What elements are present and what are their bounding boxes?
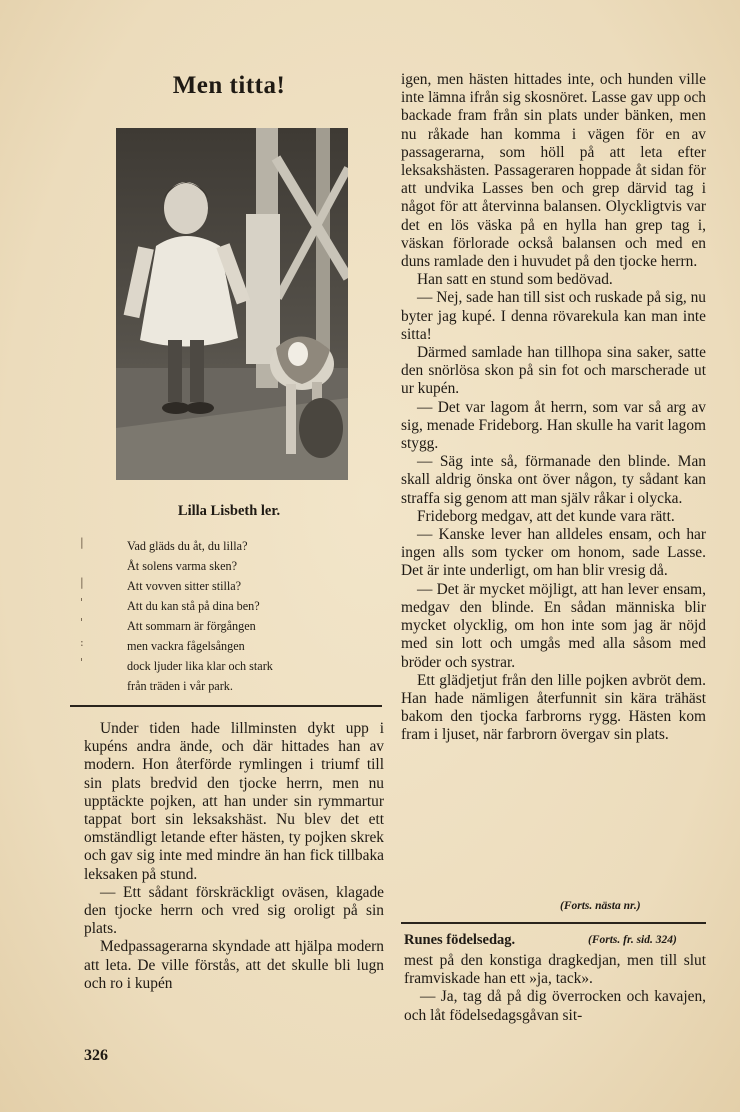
paragraph: — Det var lagom åt herrn, som var så arg av sig, menade Frideborg. Han skulle ha varit lagom stygg. [401,398,706,453]
continued-note: (Forts. nästa nr.) [560,900,641,912]
paragraph: Han satt en stund som bedövad. [417,271,613,289]
photo-girl-with-dog [116,128,348,480]
poem-line: Vad gläds du åt, du lilla? [127,539,248,553]
section-divider [401,922,706,924]
paragraph: Därmed samlade han tillhopa sina saker, satte den snörlösa skon på sin fot och marscherade ut ur kupén. [401,344,706,398]
paragraph: — Nej, sade han till sist och ruskade på sig, nu byter jag kupé. I denna rövarekula kan man inte sitta! [401,289,706,343]
paragraph: Medpassagerarna skyndade att hjälpa modern att leta. De ville förstås, att det skulle bli lugn och ro i kupén [84,938,384,992]
poem [127,536,367,696]
poem-line: Att du kan stå på dina ben? [127,599,260,613]
margin-mark: ' [80,616,84,629]
page-title: Men titta! [172,72,286,99]
paragraph: — Kanske lever han alldeles ensam, och har ingen alls som tycker om honom, sade Lasse. Det är inte underligt, om han blir vresig då. [401,526,706,580]
poem-line: från träden i vår park. [127,679,233,693]
poem-line: men vackra fågelsången [127,639,245,653]
photo-illustration [116,128,348,480]
poem-line: Att vovven sitter stilla? [127,579,242,593]
section-divider [70,705,382,707]
margin-mark: ' [80,596,84,609]
story-left-column [84,720,384,993]
margin-mark [80,676,90,696]
story-right-column [401,71,706,745]
paragraph: — Ett sådant förskräckligt oväsen, klagade den tjocke herrn och vred sig oroligt på sin plats. [84,883,384,938]
poem-line: Åt solens varma sken? [127,559,237,573]
paragraph: igen, men hästen hittades inte, och hunden ville inte lämna ifrån sig skosnöret. Lasse gav upp och backade fram från sin plats under bänken, men nu råkade han komma i vägen för en av passagerarna, som höll på att leta efter leksakshästen. Passageraren hoppade åt sidan för att undvika Lasses ben och grep därvid tag i något för att återvinna balansen. Olyckligtvis var det en lös väska på en hylla han grep tag i, väskan förlorade också balansen och med en duns ramlade den i huvudet på den tjocke herrn. [401,71,706,271]
runes-text [404,952,706,1025]
poem-line: dock ljuder lika klar och stark [127,659,273,673]
margin-mark: | [80,536,84,549]
paragraph: — Säg inte så, förmanade den blinde. Man skall aldrig önska ont över någon, ty sådant kan straffa sig genom att man själv råkar i olycka. [401,453,706,507]
paragraph: Frideborg medgav, att det kunde vara rätt. [417,507,675,525]
margin-mark: : [80,636,84,649]
margin-mark: ' [80,656,84,669]
page-number: 326 [84,1047,108,1064]
poem-line: Att sommarn är förgången [127,619,256,633]
runes-continued-ref: (Forts. fr. sid. 324) [588,934,677,946]
paragraph: — Det är mycket möjligt, att han lever ensam, medgav den blinde. En sådan människa blir mycket olycklig, om hon inte som jag är nöjd med sin lott och umgås med alla såsom med bröder och systrar. [401,580,706,671]
photo-caption: Lilla Lisbeth ler. [177,503,281,519]
runes-heading: Runes födelsedag. [404,932,516,948]
margin-mark [80,556,90,576]
poem-margin-marks [80,536,90,696]
paragraph: mest på den konstiga dragkedjan, men till slut framviskade han ett »ja, tack». [404,952,706,988]
paragraph: — Ja, tag då på dig överrocken och kavajen, och låt födelsedagsgåvan sit- [404,988,706,1024]
paragraph: Under tiden hade lillminsten dykt upp i kupéns andra ände, och där hittades han av modern. Hon återförde rymlingen i triumf till sin plats bredvid den tjocke herrn, men nu upptäckte pojken, att han under sin rymmartur tappat bort sin leksakshäst. Nu blev det ett omständligt letande efter hästen, ty pojken skrek och gav sig inte med mindre än han fick tillbaka leksaken på stund. [84,720,384,883]
paragraph: Ett glädjetjut från den lille pojken avbröt dem. Han hade nämligen återfunnit sin kära trähäst bakom den tjocka farbrorns rygg. Hästen kom fram i ljuset, när farbrorn övergav sin plats. [401,671,706,744]
margin-mark: | [80,576,84,589]
